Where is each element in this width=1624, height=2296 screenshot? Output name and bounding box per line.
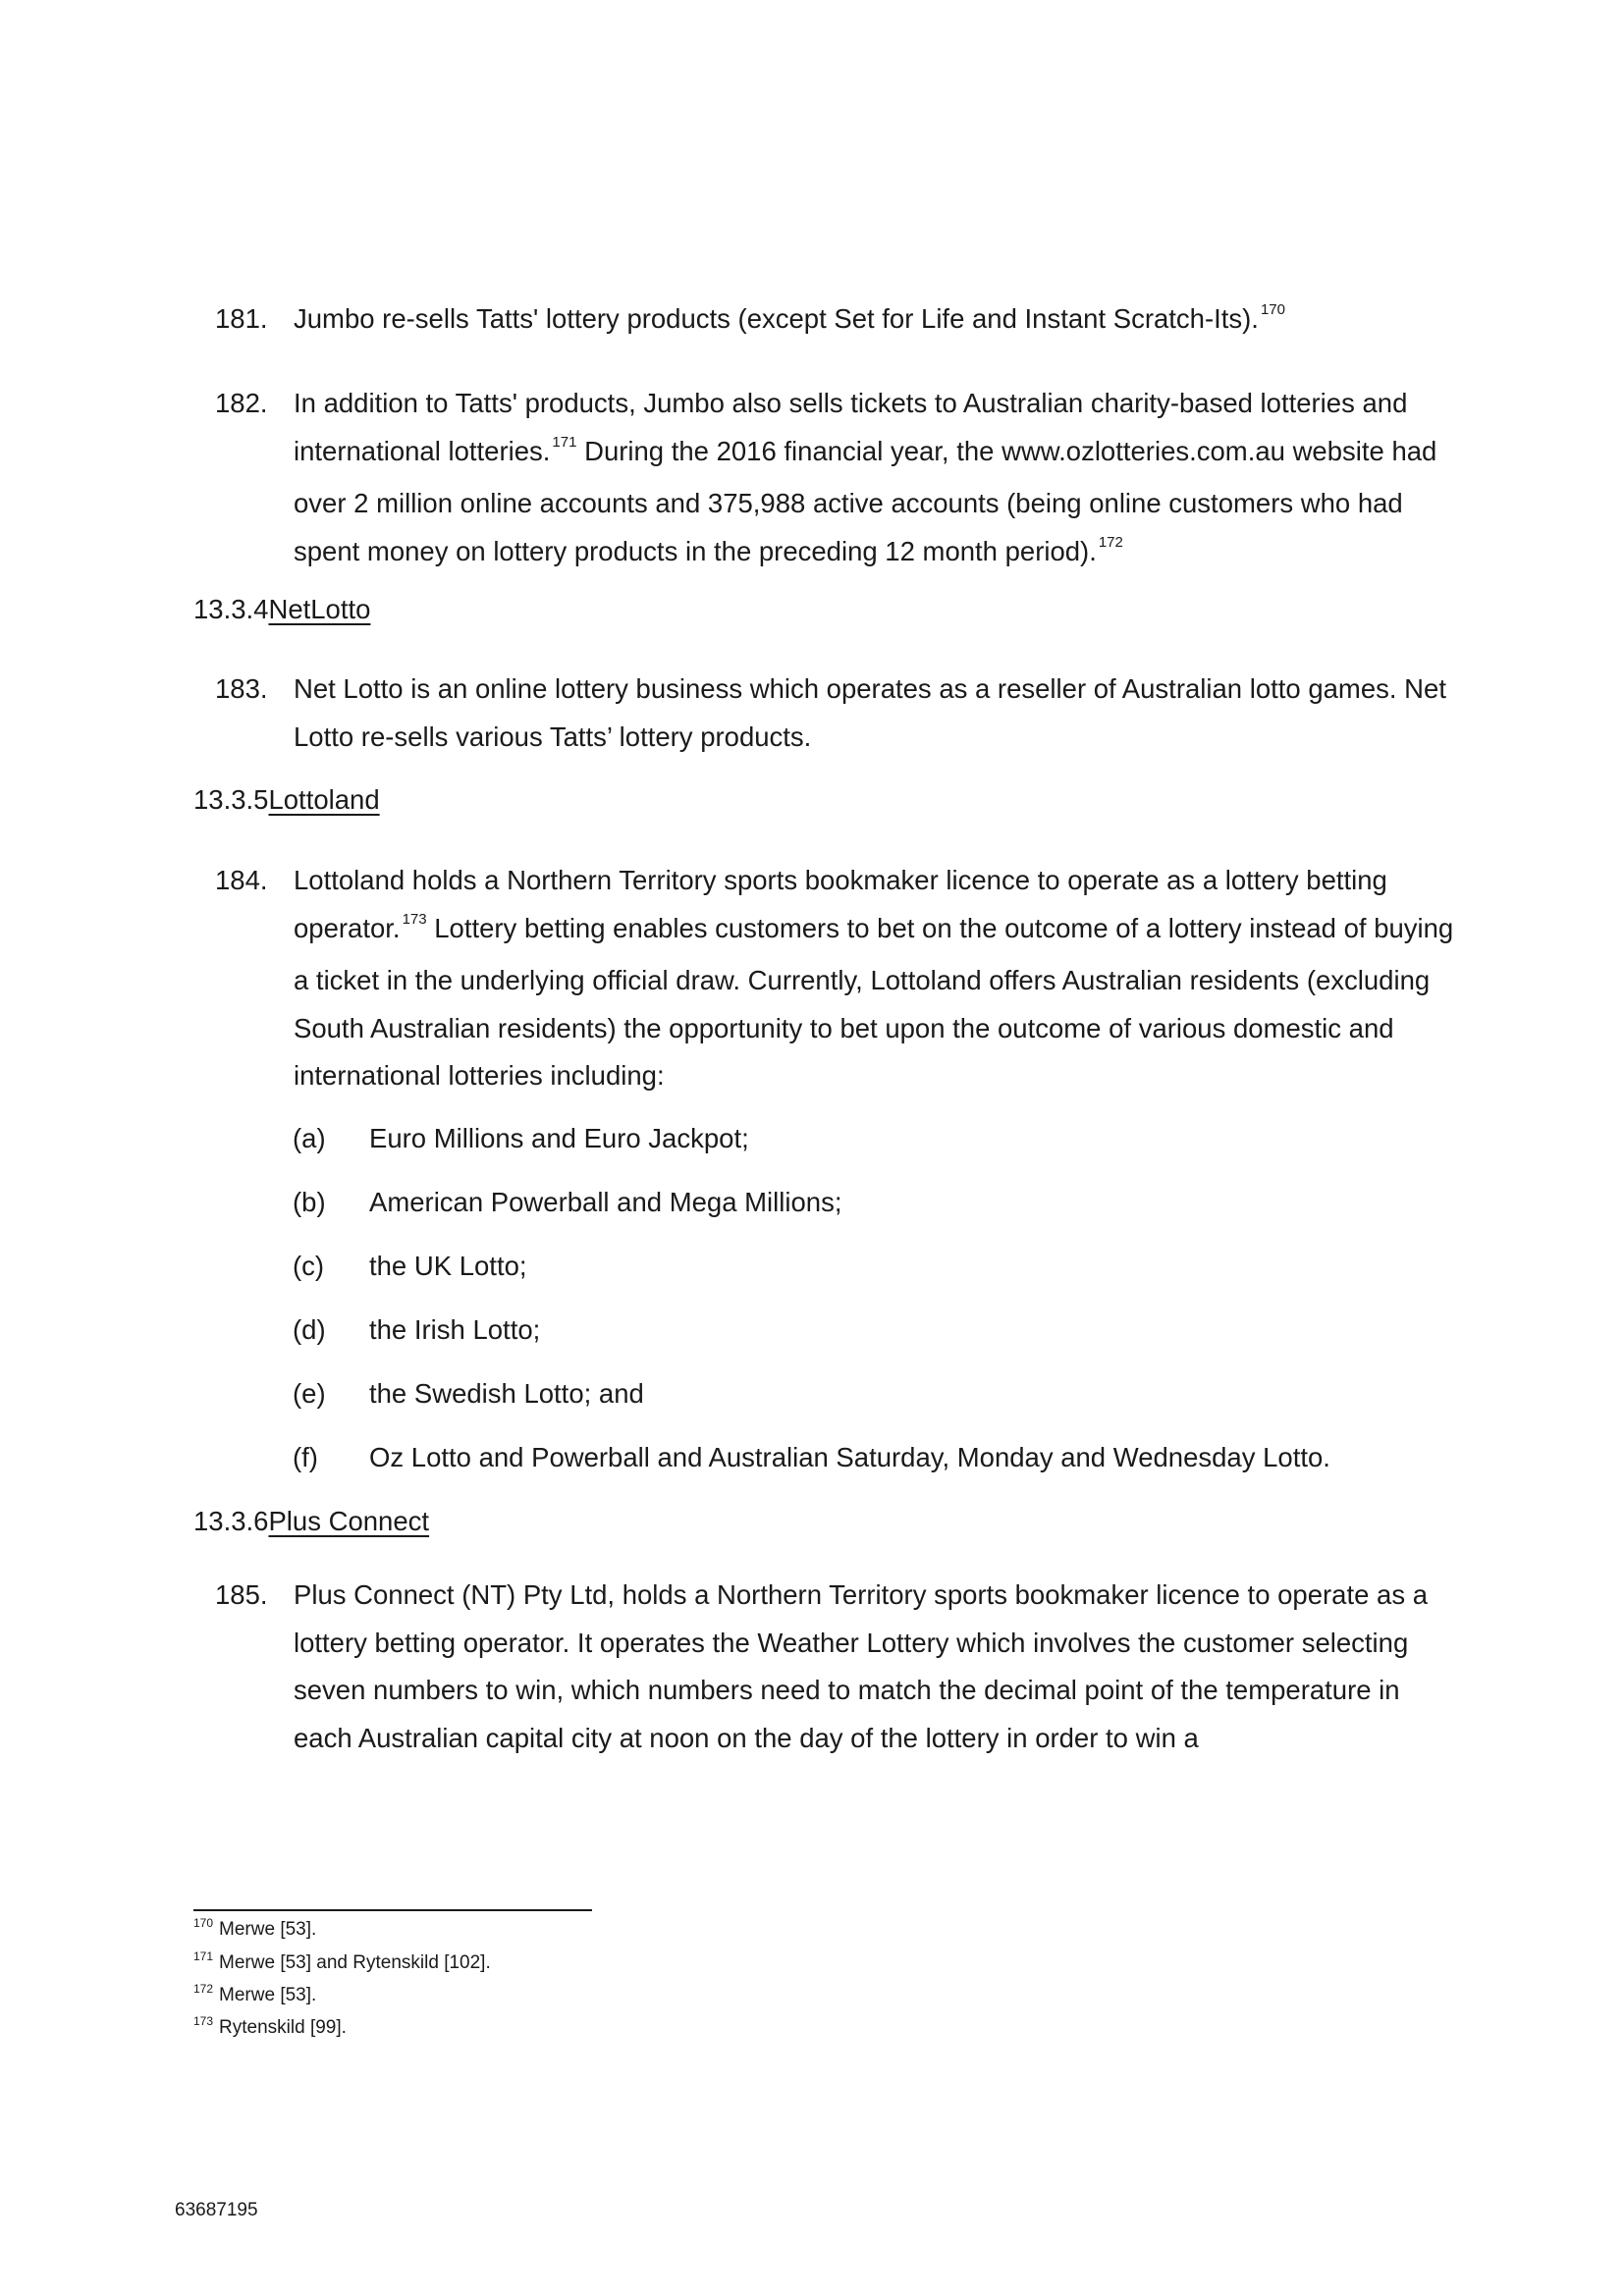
list-item-label: (d) [293, 1314, 326, 1345]
list-item-label: (c) [293, 1251, 325, 1281]
section-heading-lottoland [193, 780, 380, 820]
paragraph-181 [191, 295, 1458, 348]
paragraph-text: Lottoland holds a Northern Territory sports bookmaker licence to operate as a lottery betting operator. [294, 865, 1387, 943]
list-item-label: (b) [293, 1187, 326, 1217]
footnote-reference[interactable]: 172 [1098, 533, 1123, 551]
footnote-text: Merwe [53] and Rytenskild [102]. [219, 1952, 491, 1973]
paragraph-body [294, 666, 1458, 761]
list-item-label: (a) [293, 1123, 326, 1153]
footnote-reference[interactable]: 171 [552, 433, 577, 451]
paragraph-text: Plus Connect (NT) Pty Ltd, holds a Northern Territory sports bookmaker licence to operate as a lottery betting operator. It operates the Weather Lottery which involves the customer selecting seven numbers to win, which numbers need to match the decimal point of the temperature in each Australian capital city at noon on the day of the lottery in order to win a [294, 1579, 1429, 1753]
footnote [193, 1951, 491, 1976]
section-heading-netlotto [193, 590, 370, 629]
section-number: 13.3.5 [193, 784, 269, 815]
paragraph-number: 185. [215, 1579, 268, 1610]
list-item-text: Oz Lotto and Powerball and Australian Saturday, Monday and Wednesday Lotto. [369, 1442, 1330, 1472]
list-item-label: (f) [293, 1442, 318, 1472]
footnote-text: Merwe [53]. [219, 1919, 317, 1940]
list-item-text: the UK Lotto; [369, 1251, 527, 1281]
footnote-number: 172 [193, 1982, 214, 1996]
paragraph-body [294, 380, 1458, 580]
paragraph-182 [191, 380, 1458, 580]
footnote-reference[interactable]: 170 [1260, 301, 1285, 318]
paragraph-body [294, 1572, 1458, 1762]
section-title: Plus Connect [268, 1506, 430, 1536]
footnote [193, 1918, 316, 1943]
section-number: 13.3.6 [193, 1506, 269, 1536]
paragraph-number: 183. [215, 673, 268, 704]
paragraph-number: 182. [215, 388, 268, 418]
list-item-text: the Swedish Lotto; and [369, 1378, 644, 1409]
section-title: NetLotto [268, 594, 371, 624]
section-heading-plus-connect [193, 1502, 429, 1541]
section-number: 13.3.4 [193, 594, 269, 624]
footnote [193, 1984, 316, 2008]
footnote-number: 173 [193, 2014, 214, 2028]
section-title: Lottoland [268, 784, 380, 815]
list-item-label: (e) [293, 1378, 326, 1409]
footnote-number: 170 [193, 1916, 214, 1930]
paragraph-text: Jumbo re-sells Tatts' lottery products (except Set for Life and Instant Scratch-Its). [294, 303, 1259, 334]
paragraph-183 [191, 666, 1458, 761]
footnote-text: Rytenskild [99]. [219, 2017, 347, 2038]
list-item-text: the Irish Lotto; [369, 1314, 541, 1345]
list-item-text: Euro Millions and Euro Jackpot; [369, 1123, 749, 1153]
paragraph-185 [191, 1572, 1458, 1762]
list-item-text: American Powerball and Mega Millions; [369, 1187, 842, 1217]
footnote-text: Merwe [53]. [219, 1985, 317, 2005]
footnote-number: 171 [193, 1949, 214, 1963]
paragraph-body [294, 857, 1458, 1100]
paragraph-number: 181. [215, 303, 268, 334]
footnote [193, 2016, 347, 2041]
paragraph-number: 184. [215, 865, 268, 895]
paragraph-text: In addition to Tatts' products, Jumbo also sells tickets to Australian charity-based lotteries and international lotteries. [294, 388, 1408, 466]
paragraph-184 [191, 857, 1458, 1100]
paragraph-text: During the 2016 financial year, the www.ozlotteries.com.au website had over 2 million online accounts and 375,988 active accounts (being online customers who had spent money on lottery products in the preceding 12 month period). [294, 435, 1437, 566]
footnote-reference[interactable]: 173 [402, 910, 427, 928]
paragraph-text: Net Lotto is an online lottery business which operates as a reseller of Australian lotto games. Net Lotto re-sells various Tatts’ lottery products. [294, 673, 1446, 752]
document-id: 63687195 [175, 2200, 258, 2220]
footnote-separator [193, 1909, 592, 1911]
paragraph-body [294, 295, 1458, 348]
paragraph-text: Lottery betting enables customers to bet on the outcome of a lottery instead of buying a ticket in the underlying official draw. Currently, Lottoland offers Australian residents (excluding South Australian residents) the opportunity to bet upon the outcome of various domestic and international lotteries including: [294, 912, 1454, 1091]
